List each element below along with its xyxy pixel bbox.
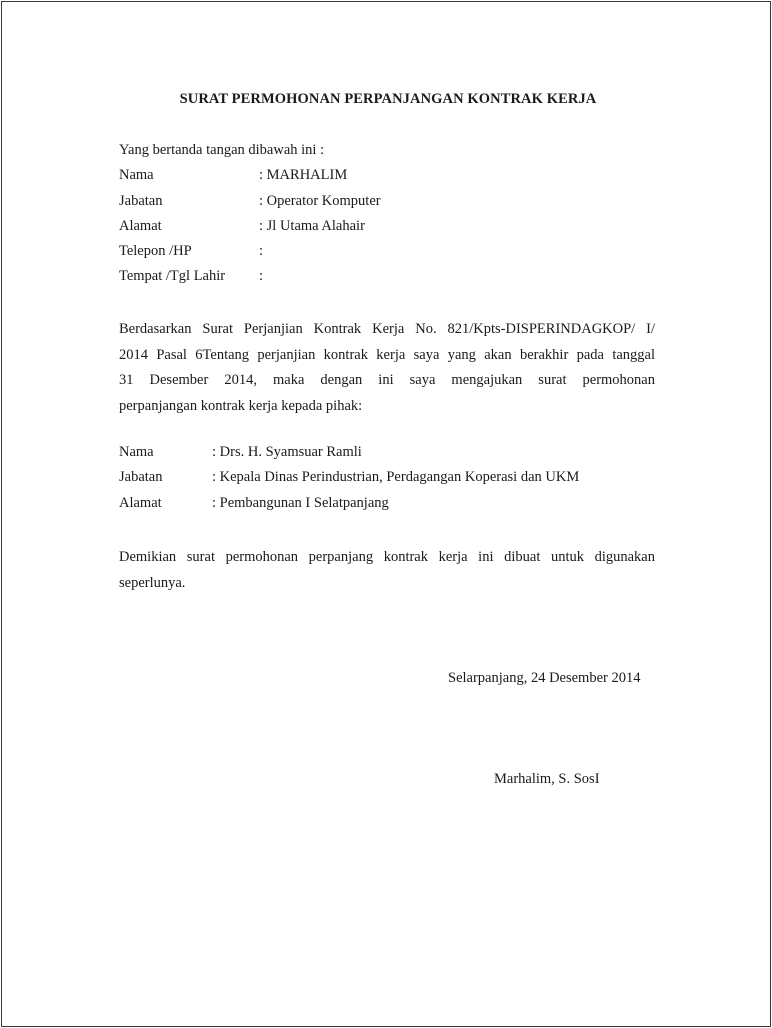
- addressee-name-value: : Drs. H. Syamsuar Ramli: [212, 444, 362, 460]
- applicant-address-value: : Jl Utama Alahair: [259, 218, 365, 234]
- letter-title: SURAT PERMOHONAN PERPANJANGAN KONTRAK KERJA: [179, 91, 597, 107]
- intro-line: Yang bertanda tangan dibawah ini :: [119, 142, 325, 158]
- body-line: Berdasarkan Surat Perjanjian Kontrak Kerja No. 821/Kpts-DISPERINDAGKOP/ I/: [119, 321, 655, 337]
- addressee-name-label: Nama: [119, 444, 154, 460]
- closing-line: Demikian surat permohonan perpanjang kontrak kerja ini dibuat untuk digunakan: [119, 549, 655, 565]
- body-line: perpanjangan kontrak kerja kepada pihak:: [119, 397, 363, 414]
- applicant-phone-label: Telepon /HP: [119, 243, 192, 259]
- applicant-birth-label: Tempat /Tgl Lahir: [119, 268, 226, 284]
- applicant-phone-value: :: [259, 243, 264, 259]
- applicant-position-label: Jabatan: [119, 193, 163, 209]
- place-date: Selarpanjang, 24 Desember 2014: [448, 670, 641, 686]
- body-line: 2014 Pasal 6Tentang perjanjian kontrak kerja saya yang akan berakhir pada tanggal: [119, 346, 655, 363]
- addressee-position-value: : Kepala Dinas Perindustrian, Perdagangan Koperasi dan UKM: [212, 469, 580, 485]
- addressee-address-value: : Pembangunan I Selatpanjang: [212, 495, 389, 511]
- applicant-address-label: Alamat: [119, 218, 162, 234]
- applicant-birth-value: :: [259, 268, 264, 284]
- applicant-position-value: : Operator Komputer: [259, 193, 381, 209]
- signer-name: Marhalim, S. SosI: [494, 771, 600, 787]
- letter-page: [1, 1, 771, 1027]
- body-paragraph: [119, 317, 655, 419]
- body-line: 31 Desember 2014, maka dengan ini saya mengajukan surat permohonan: [119, 372, 655, 388]
- closing-paragraph: [119, 545, 655, 596]
- applicant-name-label: Nama: [119, 167, 154, 183]
- addressee-position-label: Jabatan: [119, 469, 163, 485]
- closing-line: seperlunya.: [119, 574, 186, 591]
- addressee-address-label: Alamat: [119, 495, 162, 511]
- applicant-name-value: : MARHALIM: [259, 167, 348, 183]
